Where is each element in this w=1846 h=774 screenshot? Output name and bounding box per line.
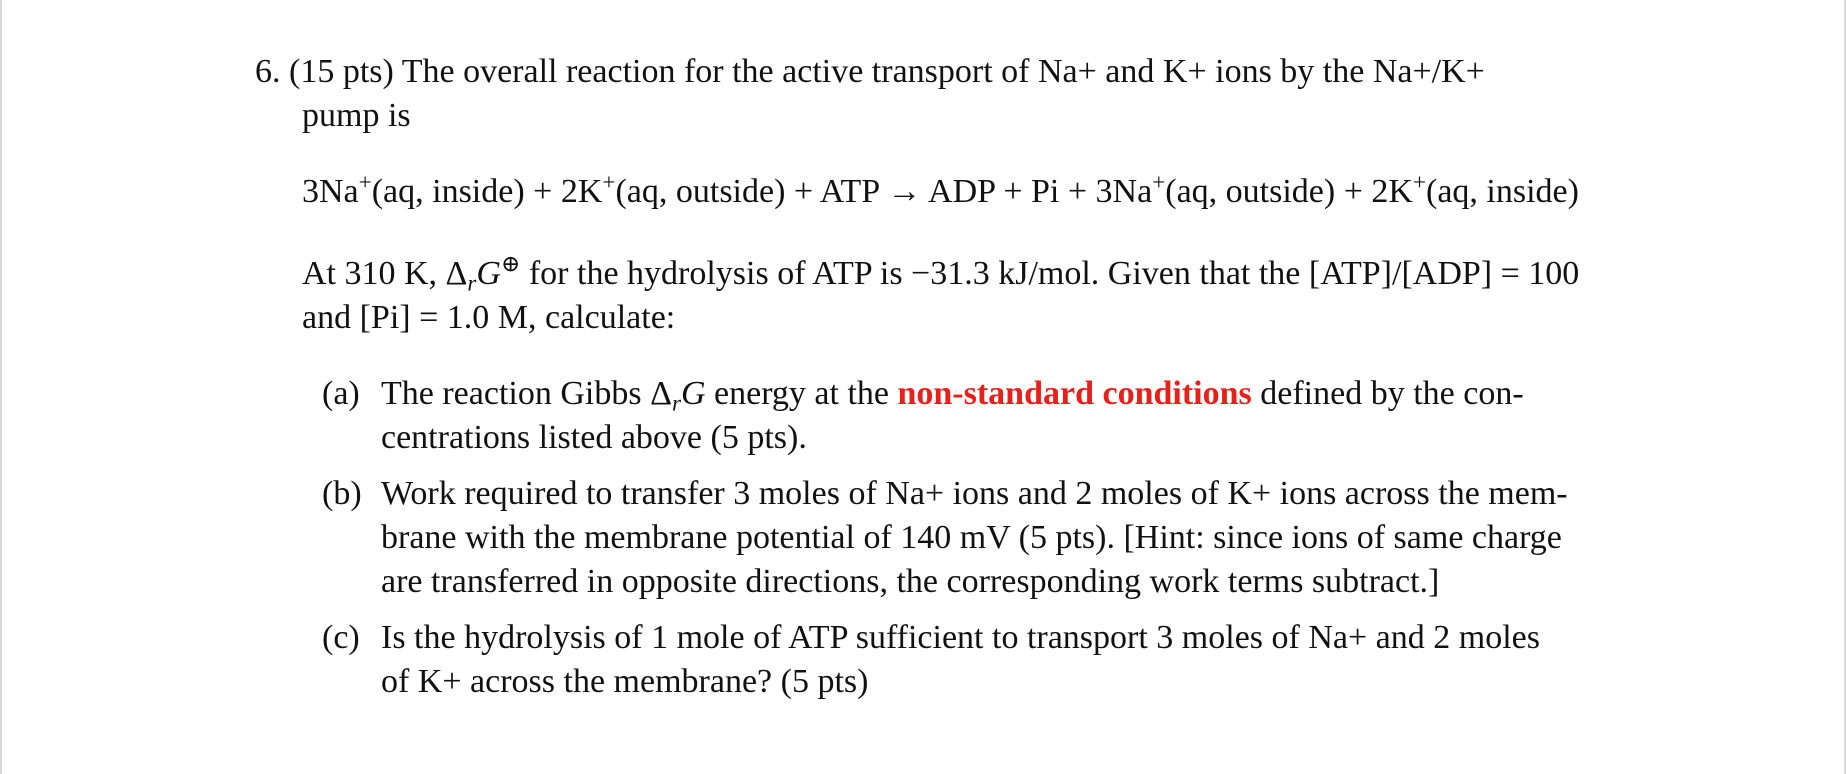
reaction-na-outside-species: 3Na — [1095, 173, 1153, 210]
charge-plus: + — [1412, 169, 1426, 196]
gibbs-g: G — [476, 255, 501, 292]
given-prefix: At 310 K, Δ — [302, 255, 468, 292]
part-c-line2: of K+ across the membrane? (5 pts) — [381, 663, 869, 700]
reaction-aq-outside: (aq, outside) — [615, 173, 786, 210]
question-number: 6. — [255, 53, 281, 90]
plus-sign: + — [1003, 173, 1023, 210]
reaction-adp: ADP — [928, 173, 995, 210]
reaction-aq-inside-2: (aq, inside) — [1426, 173, 1579, 210]
plus-sign: + — [1067, 173, 1088, 210]
part-a-label: (a) — [322, 375, 360, 412]
plus-sign: + — [793, 173, 814, 210]
charge-plus: + — [1152, 169, 1166, 196]
gibbs-g: G — [680, 375, 706, 412]
reaction-arrow: → — [887, 173, 922, 210]
reaction-pi: Pi — [1031, 173, 1060, 210]
reaction-equation — [302, 170, 1579, 214]
given-line1 — [302, 252, 1579, 296]
part-b-line1: Work required to transfer 3 moles of Na+ ions and 2 moles of K+ ions across the mem- — [381, 475, 1568, 512]
subscript-r: r — [671, 390, 681, 417]
question-intro-text: The overall reaction for the active transport of Na+ and K+ ions by the Na+/K+ — [401, 53, 1485, 90]
reaction-atp: ATP — [819, 173, 879, 210]
given-mid: for the hydrolysis of ATP is −31.3 kJ/mol. Given that the [ATP]/[ADP] = 100 — [520, 255, 1580, 292]
reaction-aq-inside: (aq, inside) — [371, 173, 525, 210]
reaction-na-inside-species: 3Na — [302, 173, 359, 210]
charge-plus: + — [358, 169, 372, 196]
given-line2: and [Pi] = 1.0 M, calculate: — [302, 299, 676, 336]
part-b-line2: brane with the membrane potential of 140 mV (5 pts). [Hint: since ions of same charge — [381, 519, 1562, 556]
subscript-r: r — [467, 270, 477, 297]
part-a-line1 — [381, 372, 1524, 416]
plus-sign: + — [533, 173, 553, 210]
question-intro-line2: pump is — [302, 97, 411, 134]
highlight-non-standard-conditions: non-standard conditions — [897, 375, 1252, 412]
part-a-text-before: The reaction Gibbs Δ — [381, 375, 672, 412]
part-a-line2: centrations listed above (5 pts). — [381, 419, 807, 456]
part-b-label: (b) — [322, 475, 362, 512]
reaction-k-outside-species: 2K — [560, 173, 603, 210]
part-c-line1: Is the hydrolysis of 1 mole of ATP sufficient to transport 3 moles of Na+ and 2 moles — [381, 619, 1540, 656]
charge-plus: + — [602, 169, 616, 196]
plus-sign: + — [1343, 173, 1363, 210]
reaction-k-inside-species: 2K — [1371, 173, 1413, 210]
part-a-text-mid: energy at the — [705, 375, 898, 412]
question-intro-line1 — [255, 50, 1485, 94]
part-b-line3: are transferred in opposite directions, the corresponding work terms subtract.] — [381, 563, 1440, 600]
part-a-text-after: defined by the con- — [1251, 375, 1524, 412]
standard-state-symbol: ⊕ — [500, 251, 521, 278]
reaction-aq-outside-2: (aq, outside) — [1165, 173, 1336, 210]
question-points: (15 pts) — [289, 53, 394, 90]
part-c-label: (c) — [322, 619, 360, 656]
